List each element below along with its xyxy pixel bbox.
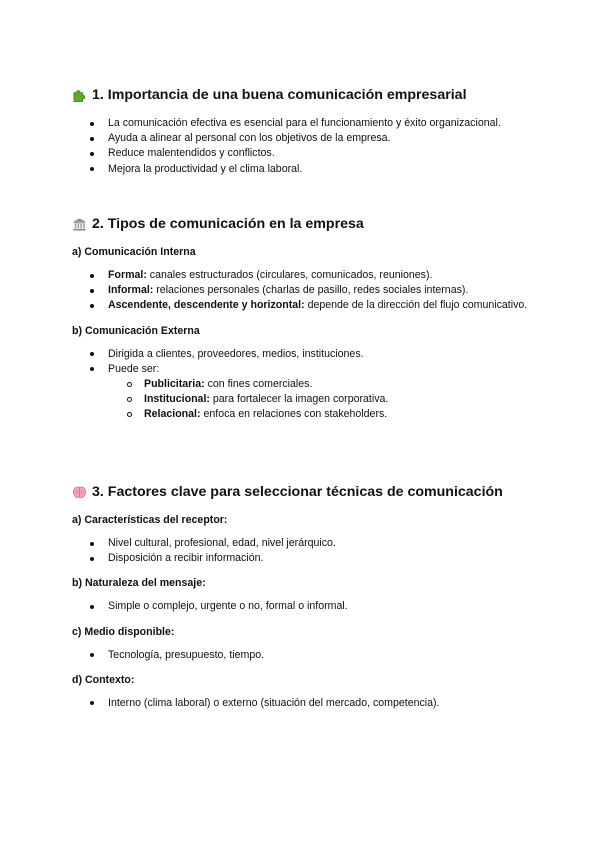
sub-list-item	[72, 407, 542, 422]
item-term: Formal:	[108, 269, 147, 281]
interna-list	[72, 268, 542, 314]
sub-list-item	[72, 377, 542, 392]
section-2-title: 2. Tipos de comunicación en la empresa	[92, 216, 364, 232]
section-factores	[72, 483, 542, 711]
item-term: Ascendente, descendente y horizontal:	[108, 299, 305, 312]
subheading-comunicacion-externa: b) Comunicación Externa	[72, 324, 200, 337]
externa-sublist	[72, 377, 542, 423]
receptor-list	[72, 536, 542, 566]
list-item	[72, 298, 542, 313]
section-3-heading	[72, 483, 542, 501]
classical-building-icon	[72, 217, 87, 232]
list-item: La comunicación efectiva es esencial para el funcionamiento y éxito organizacional.	[72, 116, 542, 131]
list-item: Nivel cultural, profesional, edad, nivel jerárquico.	[72, 536, 542, 551]
section-1-title: 1. Importancia de una buena comunicación empresarial	[92, 87, 467, 103]
brain-icon	[72, 485, 87, 500]
list-item: Interno (clima laboral) o externo (situación del mercado, competencia).	[72, 696, 542, 711]
list-item: Ayuda a alinear al personal con los objetivos de la empresa.	[72, 131, 542, 146]
sub-list-item	[72, 392, 542, 407]
list-item	[72, 283, 542, 298]
item-term: Relacional:	[144, 408, 201, 421]
item-term: Publicitaria:	[144, 378, 205, 391]
list-item: Disposición a recibir información.	[72, 551, 542, 566]
list-item: Tecnología, presupuesto, tiempo.	[72, 648, 542, 663]
list-item	[72, 268, 542, 283]
subheading-contexto: d) Contexto:	[72, 673, 135, 686]
puzzle-icon	[72, 88, 87, 103]
contexto-list	[72, 696, 542, 711]
item-text: relaciones personales (charlas de pasillo, redes sociales internas).	[153, 284, 469, 297]
section-importancia	[72, 86, 542, 177]
item-term: Informal:	[108, 284, 154, 297]
section-1-heading	[72, 86, 542, 104]
item-text: depende de la dirección del flujo comunicativo.	[304, 299, 528, 312]
item-text: enfoca en relaciones con stakeholders.	[200, 408, 388, 421]
subheading-caracteristicas-receptor: a) Características del receptor:	[72, 514, 228, 526]
section-2-heading	[72, 215, 542, 233]
item-text: con fines comerciales.	[204, 378, 313, 391]
section-1-list	[72, 116, 542, 177]
section-tipos	[72, 215, 542, 423]
list-item: Puede ser:	[72, 362, 542, 377]
list-item: Dirigida a clientes, proveedores, medios, instituciones.	[72, 347, 542, 362]
item-text: para fortalecer la imagen corporativa.	[209, 393, 389, 406]
list-item: Simple o complejo, urgente o no, formal o informal.	[72, 599, 542, 614]
subheading-medio-disponible: c) Medio disponible:	[72, 625, 175, 638]
list-item: Reduce malentendidos y conflictos.	[72, 146, 542, 161]
section-3-title: 3. Factores clave para seleccionar técnicas de comunicación	[92, 484, 503, 500]
medio-list	[72, 648, 542, 663]
mensaje-list	[72, 599, 542, 614]
externa-list	[72, 347, 542, 377]
list-item: Mejora la productividad y el clima laboral.	[72, 162, 542, 177]
item-term: Institucional:	[144, 393, 210, 406]
subheading-naturaleza-mensaje: b) Naturaleza del mensaje:	[72, 577, 206, 590]
subheading-comunicacion-interna: a) Comunicación Interna	[72, 246, 196, 258]
item-text: canales estructurados (circulares, comunicados, reuniones).	[146, 269, 433, 281]
